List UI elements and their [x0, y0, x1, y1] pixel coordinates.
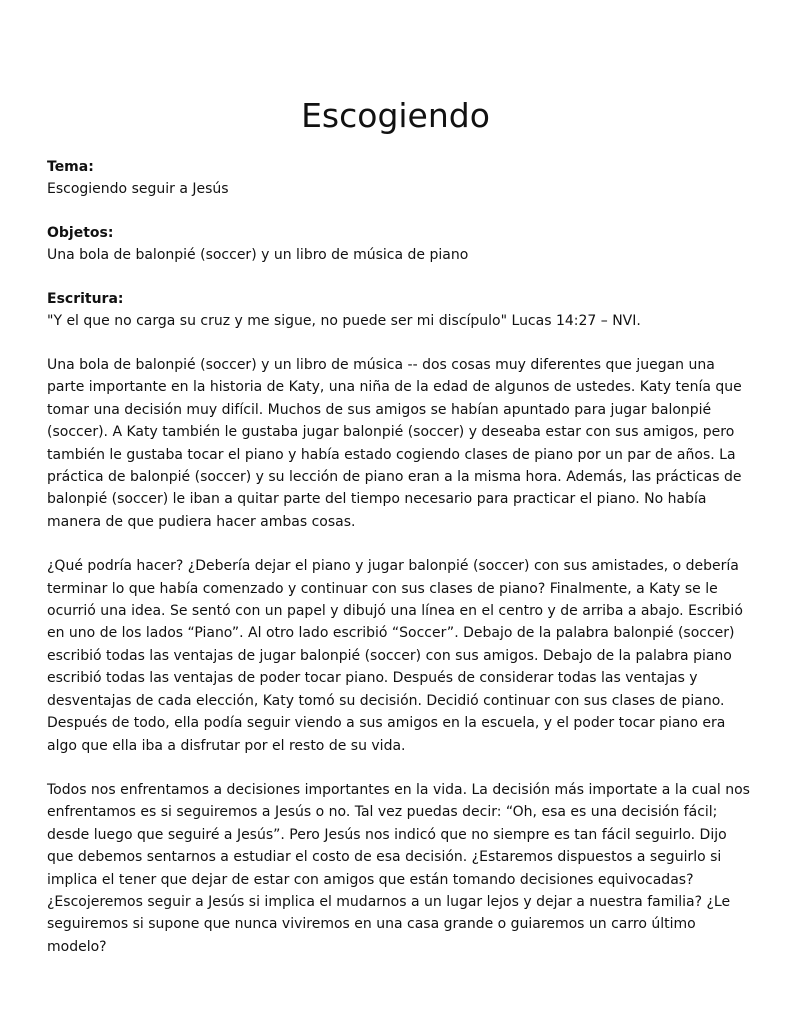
field-label-objetos: Objetos: [47, 225, 114, 241]
field-label-escritura: Escritura: [47, 291, 124, 307]
field-value-tema: Escogiendo seguir a Jesús [47, 181, 229, 197]
field-value-escritura: "Y el que no carga su cruz y me sigue, no puede ser mi discípulo" Lucas 14:27 – NVI. [47, 313, 641, 329]
body-paragraph-1: Una bola de balonpié (soccer) y un libro de música -- dos cosas muy diferentes que juegan una parte importante en la historia de Katy, una niña de la edad de algunos de ustedes. Katy tenía que tomar una decisión muy difícil. Muchos de sus amigos se habían apuntado para jugar balonpié (soccer). A Katy también le gustaba jugar balonpié (soccer) y deseaba estar con sus amigos, pero también le gustaba tocar el piano y había estado cogiendo clases de piano por un par de años. La práctica de balonpié (soccer) y su lección de piano eran a la misma hora. Además, las prácticas de balonpié (soccer) le iban a quitar parte del tiempo necesario para practicar el piano. No había manera de que pudiera hacer ambas cosas. [47, 357, 742, 530]
field-escritura [47, 288, 752, 332]
document-title: Escogiendo [301, 96, 490, 135]
body-paragraph-2: ¿Qué podría hacer? ¿Debería dejar el piano y jugar balonpié (soccer) con sus amistades, o debería terminar lo que había comenzado y continuar con sus clases de piano? Finalmente, a Katy se le ocurrió una idea. Se sentó con un papel y dibujó una línea en el centro y de arriba a abajo. Escribió en uno de los lados “Piano”. Al otro lado escribió “Soccer”. Debajo de la palabra balonpié (soccer) escribió todas las ventajas de jugar balonpié (soccer) con sus amigos. Debajo de la palabra piano escribió todas las ventajas de poder tocar piano. Después de considerar todas las ventajas y desventajas de cada elección, Katy tomó su decisión. Decidió continuar con sus clases de piano. Después de todo, ella podía seguir viendo a sus amigos en la escuela, y el poder tocar piano era algo que ella iba a disfrutar por el resto de su vida. [47, 558, 743, 754]
field-tema [47, 156, 752, 200]
field-value-objetos: Una bola de balonpié (soccer) y un libro de música de piano [47, 247, 469, 263]
document-body [47, 156, 752, 980]
field-label-tema: Tema: [47, 159, 94, 175]
body-paragraph-3: Todos nos enfrentamos a decisiones importantes en la vida. La decisión más importate a la cual nos enfrentamos es si seguiremos a Jesús o no. Tal vez puedas decir: “Oh, esa es una decisión fácil; desde luego que seguiré a Jesús”. Pero Jesús nos indicó que no siempre es tan fácil seguirlo. Dijo que debemos sentarnos a estudiar el costo de esa decisión. ¿Estaremos dispuestos a seguirlo si implica el tener que dejar de estar con amigos que están tomando decisiones equivocadas? ¿Escojeremos seguir a Jesús si implica el mudarnos a un lugar lejos y dejar a nuestra familia? ¿Le seguiremos si supone que nunca viviremos en una casa grande o guiaremos un carro último modelo? [47, 781, 750, 955]
field-objetos [47, 222, 752, 266]
